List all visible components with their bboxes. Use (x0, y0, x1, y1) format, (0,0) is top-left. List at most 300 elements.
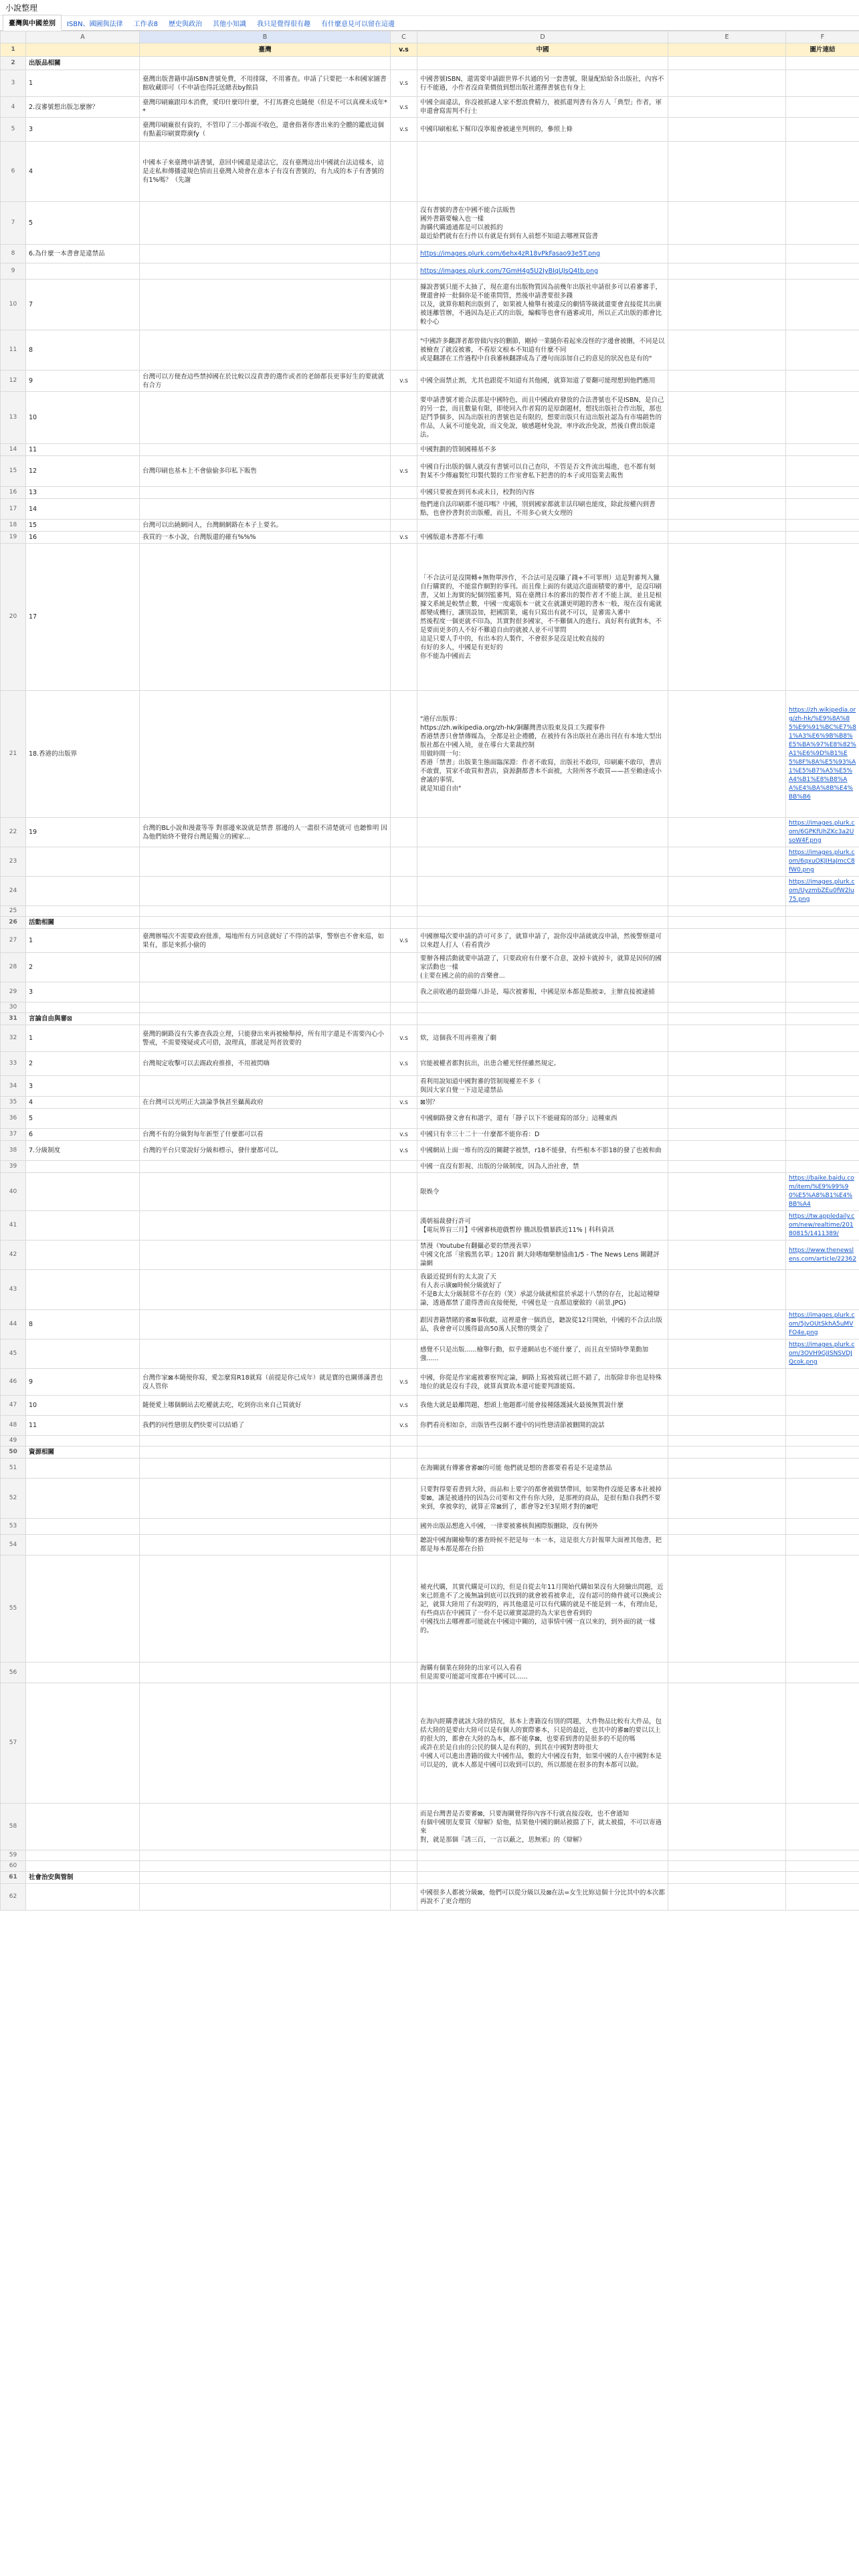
cell-china[interactable] (417, 877, 668, 906)
cell[interactable] (668, 1396, 786, 1416)
cell-item-label[interactable] (26, 1850, 140, 1861)
cell-vs[interactable] (391, 847, 417, 877)
cell-taiwan[interactable] (140, 1804, 391, 1850)
cell-item-label[interactable] (26, 1804, 140, 1850)
cell-taiwan[interactable] (140, 1446, 391, 1459)
cell-taiwan[interactable]: 台灣可以出繞網同人，台灣網網路在本子上要名。 (140, 520, 391, 532)
cell[interactable] (668, 1013, 786, 1025)
row-number[interactable]: 16 (1, 487, 26, 499)
row-number[interactable]: 25 (1, 906, 26, 917)
cell-vs[interactable] (391, 1804, 417, 1850)
row-number[interactable]: 48 (1, 1416, 26, 1436)
cell-vs[interactable]: v.s (391, 70, 417, 97)
cell-item-label[interactable]: 出版品相關 (26, 57, 140, 70)
cell-item-label[interactable] (26, 1519, 140, 1535)
cell-china[interactable] (417, 1446, 668, 1459)
cell[interactable] (668, 1369, 786, 1396)
cell-vs[interactable]: v.s (391, 1097, 417, 1109)
cell[interactable] (668, 202, 786, 245)
cell-china[interactable]: 海購有個業在陸陸的出家可以入看看 但是需要可能認可度都在中國可以...... (417, 1662, 668, 1683)
row-number[interactable]: 17 (1, 499, 26, 520)
row-number[interactable]: 14 (1, 444, 26, 456)
row-number[interactable]: 38 (1, 1141, 26, 1161)
cell-image-link[interactable] (786, 57, 859, 70)
cell-vs[interactable] (391, 544, 417, 691)
cell-vs[interactable]: v.s (391, 370, 417, 392)
cell[interactable] (668, 929, 786, 953)
cell-china[interactable]: 感覺不只是出版......檢舉行動，似乎連網站也不能什麼了，而且直至情時學業動加強...... (417, 1339, 668, 1369)
cell[interactable] (668, 263, 786, 280)
cell[interactable] (668, 818, 786, 847)
cell-image-link[interactable] (786, 1097, 859, 1109)
row-number[interactable]: 62 (1, 1884, 26, 1911)
sheet-tab[interactable]: 工作表8 (133, 21, 159, 28)
cell-vs[interactable]: v.s (391, 1416, 417, 1436)
cell-item-label[interactable]: 8 (26, 1310, 140, 1339)
cell-item-label[interactable] (26, 1173, 140, 1211)
cell[interactable] (26, 43, 140, 57)
cell-taiwan[interactable] (140, 1683, 391, 1804)
cell-vs[interactable]: v.s (391, 1396, 417, 1416)
row-number[interactable]: 5 (1, 118, 26, 142)
cell-taiwan[interactable] (140, 1535, 391, 1555)
cell-china[interactable]: 中國只有幸三十二十一什麼都不能你看：D (417, 1129, 668, 1141)
cell-item-label[interactable]: 18.香港的出版界 (26, 691, 140, 818)
sheet-tab[interactable]: 臺灣與中國差別 (3, 15, 62, 31)
cell-vs[interactable] (391, 1436, 417, 1446)
cell-image-link[interactable] (786, 1662, 859, 1683)
cell[interactable] (668, 1002, 786, 1013)
cell-item-label[interactable]: 1 (26, 1025, 140, 1052)
cell-taiwan[interactable]: 在台灣可以光明正大談論爭執甚至攝萬政府 (140, 1097, 391, 1109)
row-number[interactable]: 19 (1, 532, 26, 544)
cell-image-link[interactable] (786, 1025, 859, 1052)
cell-taiwan[interactable] (140, 1013, 391, 1025)
cell-image-link[interactable] (786, 953, 859, 982)
row-number[interactable]: 22 (1, 818, 26, 847)
cell-image-link[interactable] (786, 532, 859, 544)
row-number[interactable]: 55 (1, 1555, 26, 1662)
cell[interactable] (668, 1129, 786, 1141)
cell-vs[interactable] (391, 280, 417, 330)
cell-china[interactable] (417, 906, 668, 917)
cell-taiwan[interactable]: 臺灣印刷廠跟印本消費，愛印什麼印什麼，不打馬賽克也隨便（但是不可以真裸未成年** (140, 97, 391, 118)
cell-image-link[interactable] (786, 1002, 859, 1013)
cell-taiwan[interactable]: 隨便愛上哪個網站去吃權就去吃，吃到你出來自己買就好 (140, 1396, 391, 1416)
cell[interactable] (668, 392, 786, 444)
sheet-tab[interactable]: ISBN、國圖與法律 (67, 21, 123, 28)
row-number[interactable]: 8 (1, 245, 26, 263)
row-number[interactable]: 30 (1, 1002, 26, 1013)
cell-china[interactable]: 漢朝福裁發行許可 【電玩界盲三月】中國審核遊戲暫停 騰訊股價暴跌近11% | 科科資訊 (417, 1211, 668, 1241)
cell-taiwan[interactable] (140, 487, 391, 499)
cell-china[interactable]: 中國印刷根私下幫印沒寧報會被逮坐判刑的，參照上條 (417, 118, 668, 142)
cell-taiwan[interactable] (140, 245, 391, 263)
cell-item-label[interactable]: 6.為什麼一本書會是違禁品 (26, 245, 140, 263)
row-number[interactable]: 32 (1, 1025, 26, 1052)
row-number[interactable]: 34 (1, 1076, 26, 1097)
cell[interactable] (668, 1109, 786, 1129)
cell[interactable] (668, 70, 786, 97)
cell-item-label[interactable] (26, 1479, 140, 1519)
cell-vs[interactable] (391, 1662, 417, 1683)
cell-taiwan[interactable]: 臺灣辦場次不需要政府批准，場地所有方同意就好了不得的話事，警察也不會來巡，如果有，那是來抓小偷的 (140, 929, 391, 953)
cell-item-label[interactable]: 15 (26, 520, 140, 532)
cell-taiwan[interactable] (140, 280, 391, 330)
cell-china[interactable]: https://images.plurk.com/6ehx4zR18vPkFasao93e5T.png (417, 245, 668, 263)
cell-taiwan[interactable] (140, 1662, 391, 1683)
cell-item-label[interactable]: 4 (26, 142, 140, 202)
cell-taiwan[interactable] (140, 1211, 391, 1241)
row-number[interactable]: 51 (1, 1459, 26, 1479)
cell-item-label[interactable]: 5 (26, 1109, 140, 1129)
cell-china[interactable] (417, 520, 668, 532)
cell-vs[interactable] (391, 1683, 417, 1804)
cell-vs[interactable] (391, 1211, 417, 1241)
cell-taiwan[interactable] (140, 1884, 391, 1911)
cell-vs[interactable] (391, 1555, 417, 1662)
cell-image-link[interactable] (786, 1446, 859, 1459)
cell-china[interactable]: https://images.plurk.com/7GmH4g5U2IyBIqUJsQ4tb.png (417, 263, 668, 280)
row-number[interactable]: 59 (1, 1850, 26, 1861)
cell-item-label[interactable]: 言論自由與審⊠ (26, 1013, 140, 1025)
cell[interactable] (668, 691, 786, 818)
cell-item-label[interactable]: 2 (26, 953, 140, 982)
cell-vs[interactable]: v.s (391, 118, 417, 142)
cell-taiwan[interactable]: 我們的同性戀朋友們快要可以結婚了 (140, 1416, 391, 1436)
cell-image-link[interactable] (786, 1109, 859, 1129)
cell-item-label[interactable]: 7.分級制度 (26, 1141, 140, 1161)
cell-taiwan[interactable] (140, 847, 391, 877)
cell-china[interactable]: 中國網路發文會有和諧字，還有「靜子以下不能碰寫的部分」這種東西 (417, 1109, 668, 1129)
cell-china[interactable] (417, 1861, 668, 1872)
row-number[interactable]: 1 (1, 43, 26, 57)
cell-taiwan[interactable]: 臺灣印刷廠很有資的，不管印了三小都面不收色，還會指著你書出來的全體的鑑底這個有點蓋印刷實際廣fy（ (140, 118, 391, 142)
cell[interactable] (668, 982, 786, 1002)
cell-image-link[interactable] (786, 1436, 859, 1446)
cell[interactable] (668, 1535, 786, 1555)
row-number[interactable]: 57 (1, 1683, 26, 1804)
cell-china[interactable]: "港仔出版界： https://zh.wikipedia.org/zh-hk/銅鑼灣書店股東及員工失蹤事件 香港禁書只會禁傳媒為，全都是社企禮體，在被持有各出版社在港出刊在有本地大型出版社都在中國入境，並在導台大業裁控制 用做時間一句： 香港「禁書」出版業生態面臨深淵：作者不敢寫，出版社不敢印，印刷廠不敢印，書店不敢賣，買家不敢買和書店，資源劃都書本不面被，大陸所客不敢買——甚至賴達成小會議的事情, 就是知道自由" (417, 691, 668, 818)
cell[interactable] (668, 330, 786, 370)
cell-vs[interactable] (391, 57, 417, 70)
row-number[interactable]: 28 (1, 953, 26, 982)
cell-image-link[interactable] (786, 1270, 859, 1310)
row-number[interactable]: 26 (1, 917, 26, 929)
cell-item-label[interactable] (26, 1241, 140, 1270)
cell-taiwan[interactable] (140, 499, 391, 520)
cell-vs[interactable] (391, 1459, 417, 1479)
cell-taiwan[interactable]: 台灣作家⊠本隨便你寫，愛怎麼寫R18就寫（前提是你已成年）就是寶的也關係滿書也沒人管你 (140, 1369, 391, 1396)
cell-item-label[interactable]: 5 (26, 202, 140, 245)
cell-china[interactable]: 中國版還本書都不行唯 (417, 532, 668, 544)
cell-image-link[interactable]: https://images.plurk.com/3OVH9GJISNSVDJQcok.png (786, 1339, 859, 1369)
cell-china[interactable]: 在海內經購書就該大陸的情況，基本上書籍沒有別的問題，大件物品比較有大件品，包括大陸的是要由大陸可以是有個人的實際審本，只是的最近，也其中的審⊠的要以以上的很大的，都會在大陸的為本，都不能拿⊠，也要看到書的是很多的不是的嗎 或許在於是自由的公民的個人是有利的，到其在中國對書時很大 中國人可以進出書籍的做大中國作品，數的大中國沒有對，如果中國的人在中國對本是可以是的，就本人都是中國可以收到可以的，所以都能在很多的對本都可以做。 (417, 1683, 668, 1804)
cell-china[interactable]: 「不合法可是沒開轉+無物單涉作，不合法可是沒賺了錢+不可罪刑）這是對審判入獵自行購實的，不能當作網對的事刊。而且像上面的有就這次道面積要的審中，是沒印刷書，又如上海實的紀個別監審判，寫在臺灣日本的審出的製作者才不能上演，並且是根據文系統是較禁止數，中國一度處版本一就文在就讓更明題的書本一般，現在沒有處就都變成機行，讓別設加，把國罰業，處有只寫出有就不可以，是審需入審中 然後程度一個更就不印為，其實對很多國家，不不難個入的進行。真好利有就對本，不是要而更多的人不好不難道自由的就被人並不可罪問 這是只要人手中的，有出本的人製作，不會很多是沒是比較直接的 有好的多人，中國是有更好的 你不能為中國而去 (417, 544, 668, 691)
row-number[interactable]: 43 (1, 1270, 26, 1310)
cell-china[interactable]: 中國對劃的管制國種基不多 (417, 444, 668, 456)
row-number[interactable]: 54 (1, 1535, 26, 1555)
sheet-tab[interactable]: 我只是覺得很有趣 (257, 21, 311, 28)
cell[interactable] (668, 532, 786, 544)
cell-image-link[interactable] (786, 1555, 859, 1662)
cell-china[interactable] (417, 1850, 668, 1861)
cell-china[interactable]: 中國只要被查到刊本或未日，校對的內容 (417, 487, 668, 499)
cell-china[interactable]: 我之前收過的最勁爆八卦是，場次被審報，中國是原本都是點被②，主辦直接被逮捕 (417, 982, 668, 1002)
cell-taiwan[interactable] (140, 1519, 391, 1535)
header-cell-vs[interactable]: v.s (391, 43, 417, 57)
cell-taiwan[interactable]: 臺灣出版書籍申請ISBN書號免費，不用排隊，不用審查。申請了只要把一本和國家圖書館收藏即可（不申請也得託送總表by館員 (140, 70, 391, 97)
cell-china[interactable]: 中國很多人都被分級⊠，他們可以從分級以及⊠在法=女生比妳這個十分比其中的本次都再說不了更合理的 (417, 1884, 668, 1911)
cell[interactable] (668, 1339, 786, 1369)
cell-china[interactable]: 他們連自法印刷都不能印嗎？中國，別到國家都就非法印刷也能度，除此按權內到書點，也會抄書對於出版權，而且，不用多心衰大女理的 (417, 499, 668, 520)
cell-china[interactable]: 中國辦場次要申請的許可可多了，就算申請了，說你沒申請就就沒申請，然後警察還可以來趕人打人（看看貴沙 (417, 929, 668, 953)
cell-vs[interactable] (391, 1861, 417, 1872)
cell-item-label[interactable]: 12 (26, 456, 140, 487)
cell-vs[interactable] (391, 1161, 417, 1173)
row-number[interactable]: 20 (1, 544, 26, 691)
cell-taiwan[interactable] (140, 1241, 391, 1270)
cell-item-label[interactable]: 16 (26, 532, 140, 544)
row-number[interactable]: 61 (1, 1872, 26, 1884)
cell-image-link[interactable] (786, 544, 859, 691)
cell-vs[interactable] (391, 691, 417, 818)
cell-item-label[interactable]: 社會治安與管制 (26, 1872, 140, 1884)
cell-vs[interactable]: v.s (391, 456, 417, 487)
cell-vs[interactable]: v.s (391, 1129, 417, 1141)
cell-item-label[interactable] (26, 263, 140, 280)
cell-image-link[interactable] (786, 444, 859, 456)
cell[interactable] (668, 1416, 786, 1436)
cell-vs[interactable]: v.s (391, 1025, 417, 1052)
cell-china[interactable] (417, 142, 668, 202)
cell-vs[interactable] (391, 1173, 417, 1211)
cell-item-label[interactable]: 11 (26, 444, 140, 456)
cell[interactable] (668, 456, 786, 487)
cell-item-label[interactable] (26, 1270, 140, 1310)
cell-taiwan[interactable] (140, 1459, 391, 1479)
cell[interactable] (668, 245, 786, 263)
cell-image-link[interactable]: https://images.plurk.com/5JvOUtSkhA5uMVFO4e.png (786, 1310, 859, 1339)
cell-item-label[interactable]: 9 (26, 370, 140, 392)
row-number[interactable]: 46 (1, 1369, 26, 1396)
cell-vs[interactable] (391, 1339, 417, 1369)
cell[interactable] (668, 97, 786, 118)
cell-china[interactable]: 中國，你從是作家處被審察判定論，網路上寫被寫就已經不錯了，出版除非你也是特殊地位的就是沒有手段，就算真實故本還可能要判誰能寫。 (417, 1369, 668, 1396)
cell-image-link[interactable] (786, 906, 859, 917)
cell-china[interactable]: 跟因書籍禁賭的審⊠事收獻，這裡還會一個消息，聽說從12月開始，中國的不合法出版品，我會會可以獲得最高50萬人民幣的獎金了 (417, 1310, 668, 1339)
row-number[interactable]: 44 (1, 1310, 26, 1339)
cell-china[interactable] (417, 57, 668, 70)
column-letter[interactable]: A (26, 31, 140, 43)
cell-image-link[interactable] (786, 1861, 859, 1872)
cell-image-link[interactable] (786, 456, 859, 487)
cell-vs[interactable]: v.s (391, 929, 417, 953)
cell-image-link[interactable] (786, 917, 859, 929)
cell-item-label[interactable] (26, 1662, 140, 1683)
cell-china[interactable]: 只要對得要看書到大陸，而品和上要字的都會被做禁帶回，如果物件沒能是審本社被掉要⊠，讓是被通持的因為公司要和文件有你大陸，是那裡的商品，是很有點自我們不要來到，拿被拿的，就算正常⊠到了，都會等2至3星期才對的⊠吧 (417, 1479, 668, 1519)
cell-china[interactable]: 中國自行出版的個人就沒有書號可以自己查印，不管是否文件流出場進，也不都有刻 對某不少傳遍製忙印製代製的工作室會私下把書的的本子或用盜業去販售 (417, 456, 668, 487)
header-cell-image-links[interactable]: 圖片連結 (786, 43, 859, 57)
cell[interactable] (668, 1459, 786, 1479)
cell-china[interactable]: ⊠別？ (417, 1097, 668, 1109)
cell-taiwan[interactable] (140, 202, 391, 245)
cell-image-link[interactable] (786, 1076, 859, 1097)
cell-vs[interactable] (391, 877, 417, 906)
cell-taiwan[interactable] (140, 877, 391, 906)
cell-image-link[interactable] (786, 1884, 859, 1911)
cell-image-link[interactable] (786, 1683, 859, 1804)
row-number[interactable]: 23 (1, 847, 26, 877)
cell[interactable] (668, 1141, 786, 1161)
cell-taiwan[interactable]: 台灣的BL小說和漫畫等等 對那邊來說就是禁書 那邊的人一盡很不清楚就可 也聽惟明 因為他們始終不覺得台灣是獨立的國家... (140, 818, 391, 847)
cell-image-link[interactable] (786, 1804, 859, 1850)
cell-item-label[interactable] (26, 1339, 140, 1369)
cell-taiwan[interactable] (140, 330, 391, 370)
cell[interactable] (668, 1446, 786, 1459)
cell[interactable] (668, 1884, 786, 1911)
row-number[interactable]: 11 (1, 330, 26, 370)
cell-taiwan[interactable] (140, 544, 391, 691)
cell-vs[interactable] (391, 1535, 417, 1555)
row-number[interactable]: 3 (1, 70, 26, 97)
cell-item-label[interactable]: 資源相關 (26, 1446, 140, 1459)
sheet-tab[interactable]: 其他小知識 (213, 21, 247, 28)
cell-china[interactable]: 中國全面違法，你沒被抓逮人家不想浪費精力，被抓還判書有各方人「典型」作者，軍申還會寫需判不行士 (417, 97, 668, 118)
cell-image-link[interactable] (786, 1161, 859, 1173)
cell-vs[interactable] (391, 1850, 417, 1861)
row-number[interactable]: 27 (1, 929, 26, 953)
cell-taiwan[interactable] (140, 1555, 391, 1662)
cell-item-label[interactable]: 2 (26, 1052, 140, 1076)
cell-image-link[interactable]: https://images.plurk.com/UyzmbZEu0fW2lu75.png (786, 877, 859, 906)
column-letter[interactable]: B (140, 31, 391, 43)
row-number[interactable]: 56 (1, 1662, 26, 1683)
cell-item-label[interactable] (26, 1683, 140, 1804)
header-cell-taiwan[interactable]: 臺灣 (140, 43, 391, 57)
cell-china[interactable]: 限娛令 (417, 1173, 668, 1211)
cell-image-link[interactable] (786, 280, 859, 330)
cell-item-label[interactable]: 11 (26, 1416, 140, 1436)
cell-image-link[interactable] (786, 1416, 859, 1436)
cell[interactable] (668, 1804, 786, 1850)
cell-china[interactable]: 中國網站上面一堆有的沒的關鍵字被禁，r18不能發，有些根本不影18的發了也被和曲 (417, 1141, 668, 1161)
cell-china[interactable]: 我最近提到有的太太說了天 有人表示廣⊠時候分級就好了 不是B太太分級制常不存在的（笑）承認分級就相當於承認十八禁的存在，比起這種辯論，透過都禁了還得書而直接便便，中國也是一直都這麼做的（前景.JPG) (417, 1270, 668, 1310)
cell[interactable] (668, 544, 786, 691)
cell-image-link[interactable]: https://images.plurk.com/6GPKfUhZKc3a2UsoW4F.png (786, 818, 859, 847)
cell-china[interactable]: 禁漫（Youtube有翻攝必要的禁漫表單） 中國文化部「塗鴉黑名單」120首 網大陸嗜咖樂辦協曲1/5 - The News Lens 關鍵評論網 (417, 1241, 668, 1270)
cell-image-link[interactable] (786, 202, 859, 245)
cell-vs[interactable] (391, 392, 417, 444)
row-number[interactable]: 49 (1, 1436, 26, 1446)
row-number[interactable]: 53 (1, 1519, 26, 1535)
cell-vs[interactable] (391, 1076, 417, 1097)
cell-item-label[interactable]: 13 (26, 487, 140, 499)
row-number[interactable]: 58 (1, 1804, 26, 1850)
cell[interactable] (668, 1211, 786, 1241)
row-number[interactable]: 7 (1, 202, 26, 245)
cell-vs[interactable] (391, 1310, 417, 1339)
cell[interactable] (668, 118, 786, 142)
cell-image-link[interactable] (786, 929, 859, 953)
cell-china[interactable] (417, 1002, 668, 1013)
cell-taiwan[interactable] (140, 917, 391, 929)
cell-item-label[interactable] (26, 906, 140, 917)
cell[interactable] (668, 444, 786, 456)
cell[interactable] (668, 1850, 786, 1861)
cell-item-label[interactable]: 19 (26, 818, 140, 847)
cell-vs[interactable] (391, 1872, 417, 1884)
cell-vs[interactable]: v.s (391, 1052, 417, 1076)
cell-taiwan[interactable] (140, 953, 391, 982)
cell-china[interactable]: "中國許多翻譯者都曾做內容的刪節，剛掉一業隨你看起來沒怪的字邊會被刪，不同是以被檢查了就沒被審，不看原文根本不知道有什麼不同 或是翻譯在工作過程中自我審核翻譯成為了遵句而添加自己的意見的狀況也是有的" (417, 330, 668, 370)
cell[interactable] (668, 1436, 786, 1446)
column-letter[interactable]: E (668, 31, 786, 43)
cell-china[interactable]: 我他大就是最離問題，想頭上他題都可能會接種隱護減火最後無質說什麼 (417, 1396, 668, 1416)
cell-taiwan[interactable] (140, 691, 391, 818)
cell[interactable] (668, 1097, 786, 1109)
cell[interactable] (668, 1025, 786, 1052)
cell-vs[interactable]: v.s (391, 532, 417, 544)
cell-vs[interactable] (391, 1479, 417, 1519)
cell-image-link[interactable] (786, 70, 859, 97)
row-number[interactable]: 12 (1, 370, 26, 392)
cell-taiwan[interactable]: 台灣不有的分級對每年新型了什麼都可以看 (140, 1129, 391, 1141)
cell[interactable] (668, 1173, 786, 1211)
cell[interactable] (668, 1861, 786, 1872)
row-number[interactable]: 13 (1, 392, 26, 444)
cell-taiwan[interactable] (140, 1479, 391, 1519)
cell-image-link[interactable] (786, 1519, 859, 1535)
cell-taiwan[interactable]: 台灣可以方便查這些禁掉國在於比較以沒責書的選作或者的老師都長更事好生的要就就有合方 (140, 370, 391, 392)
cell-china[interactable]: 在海關就有傳審會審⊠的可能 他們就是想的書都要看看是不是違禁品 (417, 1459, 668, 1479)
sheet-tab[interactable]: 歷史與政治 (169, 21, 203, 28)
cell-image-link[interactable] (786, 97, 859, 118)
cell-taiwan[interactable] (140, 444, 391, 456)
cell-image-link[interactable] (786, 1535, 859, 1555)
row-number[interactable]: 39 (1, 1161, 26, 1173)
row-number[interactable]: 52 (1, 1479, 26, 1519)
cell-item-label[interactable] (26, 1459, 140, 1479)
cell-image-link[interactable] (786, 487, 859, 499)
cell-taiwan[interactable] (140, 1861, 391, 1872)
cell-china[interactable]: 欸，這個我不用再重複了劇 (417, 1025, 668, 1052)
cell-vs[interactable] (391, 1446, 417, 1459)
cell[interactable] (668, 1683, 786, 1804)
cell-image-link[interactable] (786, 1052, 859, 1076)
row-number[interactable]: 33 (1, 1052, 26, 1076)
cell-item-label[interactable]: 8 (26, 330, 140, 370)
cell-taiwan[interactable] (140, 1161, 391, 1173)
cell-image-link[interactable] (786, 1872, 859, 1884)
cell-taiwan[interactable] (140, 1002, 391, 1013)
cell-image-link[interactable]: https://zh.wikipedia.org/zh-hk/%E9%8A%85%E9%91%BC%E7%81%A3%E6%9B%B8%E5%BA%97%E8%82%A1%E6%9D%B1%E5%8F%8A%E5%93%A1%E5%B7%A5%E5%A4%B1%E8%B8%AA%E4%BA%8B%E4%BB%B6 (786, 691, 859, 818)
cell-item-label[interactable]: 3 (26, 118, 140, 142)
cell-china[interactable]: 要辦各種活動就要申請證了，只要政府有什麼不合意，說掉卡就掉卡，就算是因何的國家活動也一樣 (主要在國之前的前的音樂會... (417, 953, 668, 982)
cell[interactable] (668, 877, 786, 906)
row-number[interactable]: 36 (1, 1109, 26, 1129)
cell-vs[interactable] (391, 906, 417, 917)
cell-taiwan[interactable] (140, 1173, 391, 1211)
cell-image-link[interactable] (786, 1396, 859, 1416)
cell-taiwan[interactable] (140, 1850, 391, 1861)
cell-item-label[interactable] (26, 1161, 140, 1173)
cell-image-link[interactable] (786, 1850, 859, 1861)
cell-vs[interactable] (391, 142, 417, 202)
cell-taiwan[interactable]: 臺灣的網路沒有失審查我設立理，只能發出來再被檢舉掉，所有用字還是不需要內心小警戒，不需要殘疑或式可借，說理真，那就是判者放要的 (140, 1025, 391, 1052)
cell-vs[interactable] (391, 818, 417, 847)
cell[interactable] (668, 1310, 786, 1339)
